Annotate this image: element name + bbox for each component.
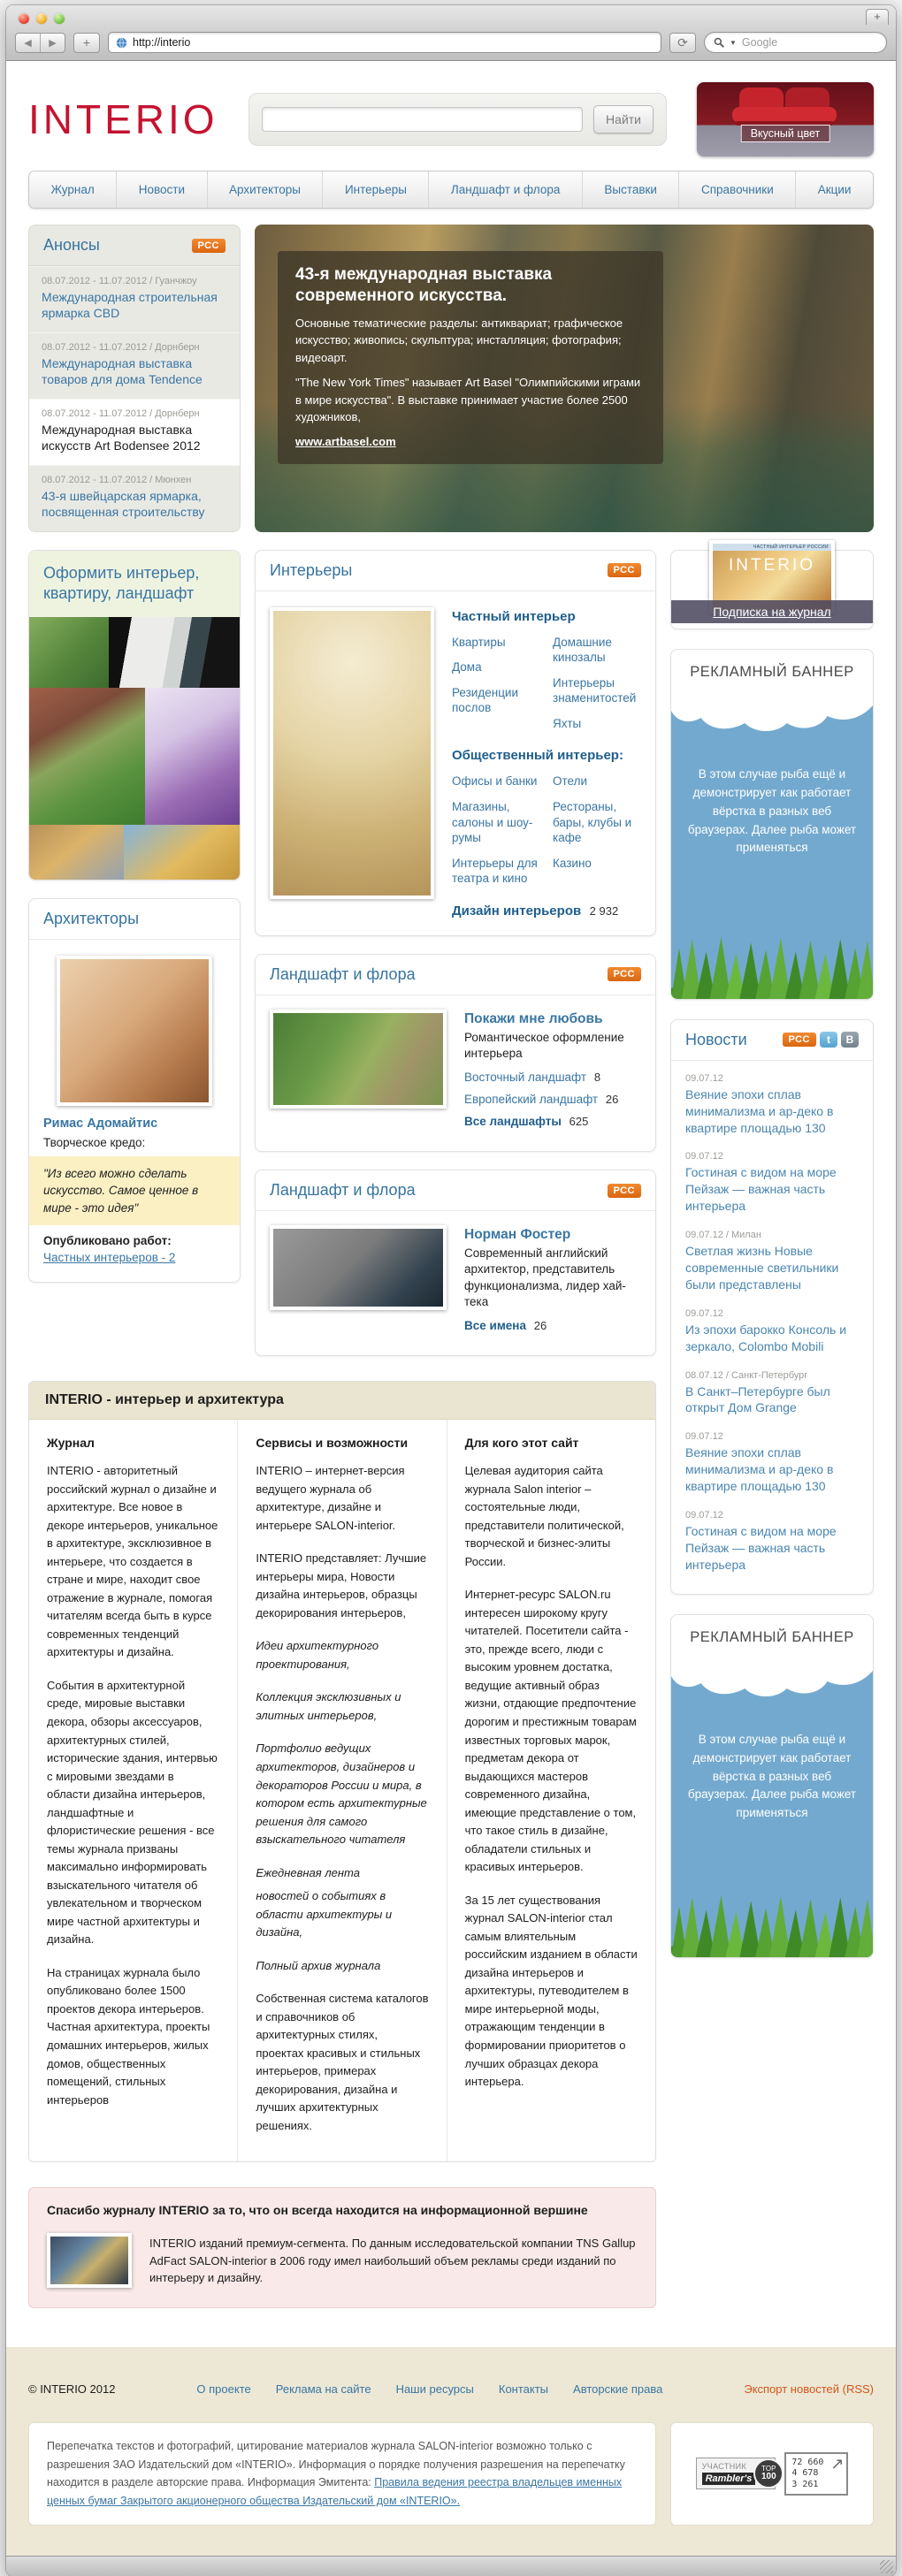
- architect-name-link[interactable]: Римас Адомайтис: [43, 1116, 158, 1131]
- news-meta: 09.07.12: [685, 1151, 723, 1162]
- cloud-icon: [671, 1657, 873, 1697]
- globe-icon: [116, 37, 127, 49]
- visit-counter-badge[interactable]: [784, 2452, 848, 2496]
- hero-text-1: Основные тематические разделы: антиквариат; графическое искусство; живопись; скульптура; инсталляция; фотография; видеоарт.: [295, 316, 623, 364]
- about-column-heading: Сервисы и возможности: [256, 1436, 409, 1451]
- interiors-link[interactable]: Магазины, салоны и шоу-румы: [452, 800, 533, 845]
- architects-card: [28, 898, 241, 1284]
- magazine-cover-strip: ЧАСТНЫЙ ИНТЕРЬЕР РОССИИ: [713, 544, 831, 551]
- news-link[interactable]: Из эпохи барокко Консоль и зеркало, Colombo Mobili: [685, 1322, 847, 1353]
- landscape-category-count: 8: [593, 1071, 601, 1085]
- news-item[interactable]: [685, 1073, 859, 1137]
- architect-photo[interactable]: [57, 956, 212, 1106]
- announcement-item[interactable]: [29, 465, 240, 531]
- thanks-text: INTERIO изданий премиум-сегмента. По данным исследовательской компании TNS Gallup AdFact SALON-interior в 2006 году имел наибольший объем рекламы среди изданий по интерьеру и дизайну.: [149, 2237, 636, 2285]
- address-bar[interactable]: [108, 32, 661, 53]
- nav-item-interiors[interactable]: Интерьеры: [322, 171, 428, 208]
- main-nav: [28, 171, 874, 209]
- site-search-button[interactable]: Найти: [593, 105, 654, 133]
- search-engine-placeholder: Google: [741, 36, 778, 49]
- announcement-link[interactable]: 43-я швейцарская ярмарка, посвященная строительству: [42, 488, 205, 520]
- legal-text: Перепечатка текстов и фотографий, цитирование материалов журнала SALON-interior возможно только с разрешения ЗАО Издательский дом «INTERIO». Информация о порядке получения разрешения на перепечатку находится в разделе авторские права. Информация Эмитента:: [47, 2440, 625, 2489]
- copyright-text: © INTERIO 2012: [28, 2382, 116, 2397]
- site-footer: [6, 2347, 896, 2556]
- announcements-title: Анонсы: [43, 236, 100, 254]
- rambler-member-text: УЧАСТНИК: [701, 2462, 747, 2472]
- footer-link-rss-export[interactable]: Экспорт новостей (RSS): [744, 2382, 874, 2397]
- interiors-link[interactable]: Резиденции послов: [452, 685, 519, 715]
- architects-title[interactable]: Архитекторы: [43, 909, 139, 927]
- announcement-meta: 08.07.2012 - 11.07.2012 / Мюнхен: [42, 474, 192, 485]
- about-paragraph: INTERIO представляет: Лучшие интерьеры мира, Новости дизайна интерьеров, образцы декорирования интерьеров,: [256, 1551, 427, 1620]
- about-paragraph: Целевая аудитория сайта журнала Salon interior – состоятельные люди, представители политической, творческой и бизнес-элиты России.: [464, 1464, 624, 1568]
- about-paragraph: INTERIO - авторитетный российский журнал о дизайне и архитектуре. Все новое в декоре интерьеров, уникальное в архитектуре, эксклюзивное в интерьере, что создается в стране и мире, находит свое отражение в журнале, помогая читателям всегда быть в курсе современных тенденций архитектуры и дизайна.: [47, 1464, 218, 1659]
- news-meta: 09.07.12: [685, 1510, 723, 1520]
- add-bookmark-button[interactable]: +: [73, 33, 100, 53]
- sofa-ad-banner[interactable]: [697, 82, 874, 156]
- legal-box: [28, 2422, 656, 2526]
- subscribe-link[interactable]: Подписка на журнал: [713, 604, 831, 619]
- news-link[interactable]: Веяние эпохи сплав минимализма и ар-деко в квартире площадью 130: [685, 1445, 834, 1494]
- interiors-photo[interactable]: [270, 607, 434, 899]
- webpage: [6, 61, 896, 2556]
- about-paragraph: новостей о событиях в области архитектуры и дизайна,: [256, 1889, 393, 1940]
- interiors-link[interactable]: Яхты: [553, 716, 582, 730]
- news-item[interactable]: [685, 1431, 859, 1495]
- footer-link-resources[interactable]: Наши ресурсы: [395, 2382, 474, 2397]
- announcement-meta: 08.07.2012 - 11.07.2012 / Дорнберн: [42, 341, 200, 353]
- hero-link[interactable]: www.artbasel.com: [295, 434, 396, 448]
- counter-badges-box: [670, 2422, 874, 2526]
- collage-yellow-house-photo[interactable]: [124, 825, 240, 880]
- browser-window: [6, 5, 896, 2576]
- footer-link-contacts[interactable]: Контакты: [498, 2382, 549, 2397]
- landscape-title[interactable]: Ландшафт и флора: [270, 964, 416, 983]
- thanks-title: Спасибо журналу INTERIO за то, что он всегда находится на информационной вершине: [47, 2202, 588, 2217]
- interiors-link[interactable]: Рестораны, бары, клубы и кафе: [553, 800, 632, 845]
- announcement-link[interactable]: Международная выставка искусств Art Bodensee 2012: [42, 422, 201, 453]
- decorate-card: [28, 550, 241, 880]
- collage-livingroom-photo[interactable]: [145, 688, 240, 825]
- footer-link-ads[interactable]: Реклама на сайте: [275, 2382, 371, 2397]
- ad-banner-visual: [671, 1657, 873, 1957]
- about-paragraph: Идеи архитектурного проектирования,: [256, 1639, 379, 1671]
- ad-banner-title: РЕКЛАМНЫЙ БАННЕР: [690, 663, 854, 680]
- back-button[interactable]: ◀: [24, 37, 32, 49]
- sofa-ad-label: Вкусный цвет: [741, 125, 830, 142]
- person-link[interactable]: Норман Фостер: [464, 1227, 571, 1243]
- building-photo[interactable]: [47, 2233, 132, 2288]
- legal-link[interactable]: Правила ведения реестра владельцев именных ценных бумаг Закрытого акционерного общества Издательский дом «INTERIO».: [47, 2476, 623, 2508]
- about-paragraph: Ежедневная лента: [256, 1865, 360, 1879]
- site-search-input[interactable]: [262, 107, 583, 132]
- rss-badge[interactable]: РСС: [608, 1184, 641, 1198]
- news-item[interactable]: [685, 1230, 859, 1293]
- news-meta: 09.07.12: [685, 1072, 723, 1084]
- public-interior-heading-link[interactable]: Общественный интерьер:: [452, 748, 623, 764]
- ad-banner-text: В этом случае рыба ещё и демонстрирует как работает вёрстка в разных веб браузерах. Далее рыба может применяться: [687, 1732, 857, 1820]
- resize-grip-icon[interactable]: [880, 2560, 893, 2573]
- collage-bedroom-photo[interactable]: [109, 617, 240, 688]
- counter-line: 4 678: [791, 2468, 819, 2479]
- announcement-item[interactable]: [29, 332, 240, 399]
- rambler-100-text: 100: [761, 2472, 776, 2482]
- hero-banner[interactable]: [255, 225, 874, 532]
- about-title: INTERIO - интерьер и архитектура: [29, 1382, 655, 1420]
- news-link[interactable]: Веяние эпохи сплав минимализма и ар-деко в квартире площадью 130: [685, 1086, 834, 1135]
- interiors-link[interactable]: Домашние кинозалы: [553, 635, 612, 665]
- decorate-title-link[interactable]: Оформить интерьер, квартиру, ландшафт: [43, 563, 200, 603]
- announcement-link[interactable]: Международная строительная ярмарка CBD: [42, 290, 218, 321]
- about-column-journal: [29, 1420, 237, 2161]
- rss-badge[interactable]: РСС: [608, 563, 641, 577]
- window-controls: [19, 13, 887, 24]
- nav-item-landscape[interactable]: Ландшафт и флора: [428, 171, 581, 208]
- about-paragraph: Полный архив журнала: [256, 1958, 381, 1972]
- site-header: [28, 61, 874, 171]
- landscape-category-link[interactable]: Европейский ландшафт: [464, 1093, 599, 1107]
- news-meta: 09.07.12: [685, 1307, 723, 1319]
- landscape-all-link[interactable]: Все ландшафты: [464, 1115, 562, 1129]
- history-buttons: [15, 33, 65, 53]
- interiors-link[interactable]: Квартиры: [452, 635, 506, 649]
- browser-chrome: [6, 5, 896, 61]
- close-button[interactable]: [19, 13, 29, 24]
- browser-status-bar: [6, 2556, 896, 2576]
- about-paragraph: Собственная система каталогов и справочников об архитектурных стилях, проектах красивых и стильных интерьеров, примерах декорирования, дизайна и лучших архитектурных решениях.: [256, 1992, 429, 2133]
- architect-quote: "Из всего можно сделать искусство. Самое ценное в мире - это идея": [29, 1156, 240, 1226]
- news-link[interactable]: Гостиная с видом на море Пейзаж — важная часть интерьера: [685, 1524, 837, 1572]
- landscape-article-subtitle: Романтическое оформление интерьера: [464, 1030, 624, 1060]
- announcement-item-active[interactable]: [29, 399, 240, 465]
- footer-link-about[interactable]: О проекте: [196, 2382, 251, 2397]
- announcements-card: [28, 225, 241, 532]
- architect-portrait-photo[interactable]: [270, 1225, 447, 1310]
- architect-published-label: Опубликовано работ:: [43, 1234, 172, 1248]
- about-paragraph: Интернет-ресурс SALON.ru интересен широкому кругу читателей. Посетители сайта - это, прежде всего, люди с высоким уровнем достатка, ведущие активный образ жизни, отдающие предпочтение дорогим и престижным товарам известных торговых марок, предметам декора от выдающихся мастеров современного дизайна, имеющие представление о том, что такое стиль в дизайне, обладатели стильных и красивых интерьеров.: [464, 1588, 637, 1874]
- rambler-top-text: TOP: [761, 2465, 776, 2473]
- landscape-title[interactable]: Ландшафт и флора: [270, 1181, 416, 1200]
- subscribe-bar: [671, 600, 873, 623]
- news-item[interactable]: [685, 1308, 859, 1355]
- search-icon: [714, 37, 724, 48]
- twitter-icon[interactable]: t: [820, 1032, 837, 1048]
- ad-banner-text: В этом случае рыба ещё и демонстрирует как работает вёрстка в разных веб браузерах. Далее рыба может применяться: [687, 766, 857, 855]
- hero-overlay: [278, 251, 663, 464]
- about-paragraph: На страницах журнала было опубликовано более 1500 проектов декора интерьеров. Частная архитектура, проекты домашних интерьеров, жилых домов, общественных помещений, стильных интерьеров: [47, 1965, 210, 2107]
- interiors-link[interactable]: Интерьеры знаменитостей: [553, 675, 637, 705]
- minimize-button[interactable]: [36, 13, 47, 24]
- search-engine-caret-icon: ▼: [730, 38, 737, 47]
- about-paragraph: Коллекция эксклюзивных и элитных интерьеров,: [256, 1690, 401, 1722]
- nav-item-exhibitions[interactable]: Выставки: [582, 171, 679, 208]
- interior-design-link[interactable]: Дизайн интерьеров: [452, 903, 582, 918]
- collage-garden-photo[interactable]: [29, 617, 109, 688]
- interiors-title[interactable]: Интерьеры: [270, 560, 353, 579]
- cloud-icon: [671, 691, 873, 732]
- about-paragraph: Портфолио ведущих архитекторов, дизайнеров и декораторов России и мира, в котором есть архитектурные решения для самого взыскательного читателя: [256, 1741, 427, 1847]
- rambler-brand-text: Rambler's: [702, 2473, 756, 2485]
- rss-badge[interactable]: РСС: [608, 967, 641, 981]
- hero-title: 43-я международная выставка современного искусства.: [295, 265, 553, 305]
- rss-badge[interactable]: РСС: [783, 1033, 816, 1047]
- announcement-meta: 08.07.2012 - 11.07.2012 / Дорнберн: [42, 408, 200, 419]
- news-link[interactable]: Гостиная с видом на море Пейзаж — важная часть интерьера: [685, 1165, 837, 1214]
- about-section: [28, 1381, 656, 2161]
- browser-search-field[interactable]: [704, 32, 887, 53]
- about-column-heading: Журнал: [47, 1436, 95, 1451]
- counter-line: 72 660: [791, 2457, 824, 2467]
- person-description: Современный английский архитектор, представитель функционализма, лидер хай-тека: [464, 1246, 626, 1308]
- nav-item-directories[interactable]: Справочники: [678, 171, 795, 208]
- grass-icon: [671, 1894, 873, 1957]
- landscape-category-link[interactable]: Восточный ландшафт: [464, 1071, 587, 1085]
- architect-published-link[interactable]: Частных интерьеров - 2: [43, 1251, 176, 1265]
- architect-credo-label: Творческое кредо:: [43, 1135, 146, 1149]
- ad-banner-title: РЕКЛАМНЫЙ БАННЕР: [690, 1628, 854, 1645]
- news-meta: 09.07.12 / Милан: [685, 1230, 761, 1241]
- announcement-link[interactable]: Международная выставка товаров для дома Tendence: [42, 355, 203, 387]
- decorate-collage[interactable]: [29, 617, 240, 880]
- site-search-panel: [248, 93, 667, 146]
- nav-item-journal[interactable]: Журнал: [50, 183, 95, 196]
- ad-banner-visual: [671, 691, 873, 999]
- news-meta: 08.07.12 / Санкт-Петербург: [685, 1369, 808, 1381]
- forward-button[interactable]: ▶: [40, 34, 65, 52]
- news-link[interactable]: Светлая жизнь Новые современные светильники были представлены: [685, 1244, 839, 1292]
- browser-toolbar: [15, 32, 887, 53]
- interiors-link[interactable]: Офисы и банки: [452, 774, 538, 789]
- interiors-link[interactable]: Интерьеры для театра и кино: [452, 856, 538, 886]
- vk-icon[interactable]: В: [841, 1032, 859, 1048]
- zoom-button[interactable]: [54, 13, 65, 24]
- landscape-photo[interactable]: [270, 1010, 447, 1109]
- news-item[interactable]: [685, 1151, 859, 1215]
- interiors-link[interactable]: Отели: [553, 774, 588, 789]
- ad-banner-2[interactable]: [670, 1614, 874, 1958]
- reload-button[interactable]: ⟳: [669, 33, 696, 53]
- footer-link-copyright[interactable]: Авторские права: [573, 2382, 663, 2397]
- landscape-all-count: 625: [569, 1115, 589, 1129]
- subscribe-card: [670, 544, 874, 629]
- counter-arrow-icon: ↗: [830, 2454, 845, 2473]
- news-title[interactable]: Новости: [685, 1030, 747, 1048]
- private-interior-heading-link[interactable]: Частный интерьер: [452, 608, 576, 624]
- about-column-audience: [447, 1420, 655, 2161]
- news-card: [670, 1019, 874, 1595]
- grass-icon: [671, 935, 873, 999]
- ad-banner-1[interactable]: [670, 649, 874, 1000]
- hero-text-2: "The New York Times" называет Art Basel "Олимпийскими играми в мире искусства". В выставке принимает участие более 2500 художников,: [295, 376, 641, 423]
- nav-item-promotions[interactable]: Акции: [795, 171, 873, 208]
- about-column-services: [237, 1420, 446, 2161]
- about-paragraph: INTERIO – интернет-версия ведущего журнала об архитектуре, дизайне и интерьере SALON-interior.: [256, 1464, 405, 1532]
- news-item[interactable]: [685, 1370, 859, 1417]
- about-column-heading: Для кого этот сайт: [464, 1436, 579, 1451]
- landscape-article-link[interactable]: Покажи мне любовь: [464, 1010, 603, 1026]
- news-meta: 09.07.12: [685, 1431, 723, 1443]
- interior-design-count: 2 932: [589, 903, 619, 918]
- all-names-link[interactable]: Все имена: [464, 1319, 526, 1333]
- about-paragraph: За 15 лет существования журнал SALON-interior стал самым влиятельным российским изданием в области дизайна интерьеров и архитектуры, путеводителем в мире интерьерной моды, отражающим тенденции в формировании приоритетов о лучших образцах декора интерьера.: [464, 1893, 638, 2089]
- landscape-category-count: 26: [605, 1093, 619, 1107]
- rambler-top100-icon: [753, 2458, 784, 2488]
- collage-house-photo[interactable]: [29, 688, 145, 825]
- magazine-cover-logo: INTERIO: [728, 555, 816, 575]
- announcement-item[interactable]: [29, 266, 240, 332]
- nav-item-architects[interactable]: Архитекторы: [207, 171, 323, 208]
- collage-cottage-photo[interactable]: [29, 825, 124, 880]
- news-link[interactable]: В Санкт–Петербурге был открыт Дом Grange: [685, 1383, 830, 1415]
- footer-links: [133, 2382, 726, 2396]
- landscape-card-2: [255, 1170, 656, 1356]
- interiors-link[interactable]: Казино: [553, 856, 592, 870]
- rss-badge[interactable]: РСС: [192, 239, 226, 253]
- thanks-block: [28, 2187, 656, 2309]
- about-paragraph: События в архитектурной среде, мировые выставки декора, обзоры аксессуаров, архитектурных стилей, исторические здания, интервью с мировыми звездами в области дизайна интерьеров, ландшафтные и флористические решения - все темы журнала призваны максимально информировать взыскательного читателя об увлекательном и творческом мире частной архитектуры и дизайна.: [47, 1678, 218, 1947]
- nav-item-news[interactable]: Новости: [116, 171, 206, 208]
- new-tab-button[interactable]: +: [866, 9, 889, 25]
- counter-line: 3 261: [791, 2479, 819, 2489]
- interiors-link[interactable]: Дома: [452, 660, 482, 674]
- all-names-count: 26: [533, 1319, 547, 1333]
- announcement-meta: 08.07.2012 - 11.07.2012 / Гуанчжоу: [42, 276, 197, 286]
- rambler-top100-badge[interactable]: [696, 2458, 776, 2489]
- interiors-card: [255, 550, 656, 936]
- url-text: http://interio: [133, 36, 191, 49]
- landscape-card-1: [255, 954, 656, 1152]
- site-logo[interactable]: INTERIO: [28, 96, 218, 142]
- news-item[interactable]: [685, 1510, 859, 1574]
